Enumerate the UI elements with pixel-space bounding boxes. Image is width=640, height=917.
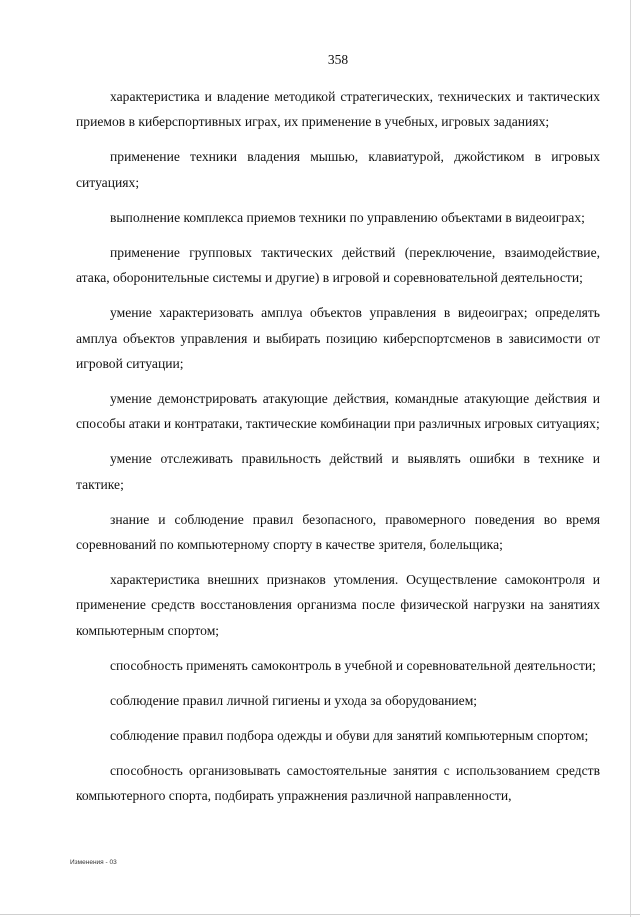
paragraph: способность организовывать самостоятельные занятия с использованием средств компьютерного спорта, подбирать упражнения различной направленности, xyxy=(76,763,600,804)
paragraph: применение групповых тактических действий (переключение, взаимодействие, атака, оборонительные системы и другие) в игровой и соревновательной деятельности; xyxy=(76,244,600,286)
page-number: 358 xyxy=(327,52,349,67)
paragraph: знание и соблюдение правил безопасного, правомерного поведения во время соревнований по компьютерному спорту в качестве зрителя, болельщика; xyxy=(76,511,600,553)
paragraph: соблюдение правил подбора одежды и обуви для занятий компьютерным спортом; xyxy=(110,728,589,743)
paragraph: соблюдение правил личной гигиены и ухода за оборудованием; xyxy=(110,692,478,708)
paragraph: умение характеризовать амплуа объектов управления в видеоиграх; определять амплуа объектов управления и выбирать позицию киберспортсменов в зависимости от игровой ситуации; xyxy=(76,305,600,371)
paragraph: умение отслеживать правильность действий и выявлять ошибки в технике и тактике; xyxy=(76,451,600,492)
footer-revision-note: Изменения - 03 xyxy=(70,859,117,866)
page-edge-bottom xyxy=(0,914,640,915)
paragraph: способность применять самоконтроль в учебной и соревновательной деятельности; xyxy=(110,657,596,673)
paragraph: характеристика внешних признаков утомления. Осуществление самоконтроля и применение средств восстановления организма после физической нагрузки на занятиях компьютерным спортом; xyxy=(76,572,600,638)
document-body xyxy=(76,84,600,818)
paragraph: характеристика и владение методикой стратегических, технических и тактических приемов в киберспортивных играх, их применение в учебных, игровых заданиях; xyxy=(76,89,600,130)
paragraph: выполнение комплекса приемов техники по управлению объектами в видеоиграх; xyxy=(110,209,585,225)
page-edge-right xyxy=(630,0,631,917)
paragraph: умение демонстрировать атакующие действия, командные атакующие действия и способы атаки и контратаки, тактические комбинации при различных игровых ситуациях; xyxy=(76,390,600,432)
paragraph: применение техники владения мышью, клавиатурой, джойстиком в игровых ситуациях; xyxy=(76,149,600,190)
